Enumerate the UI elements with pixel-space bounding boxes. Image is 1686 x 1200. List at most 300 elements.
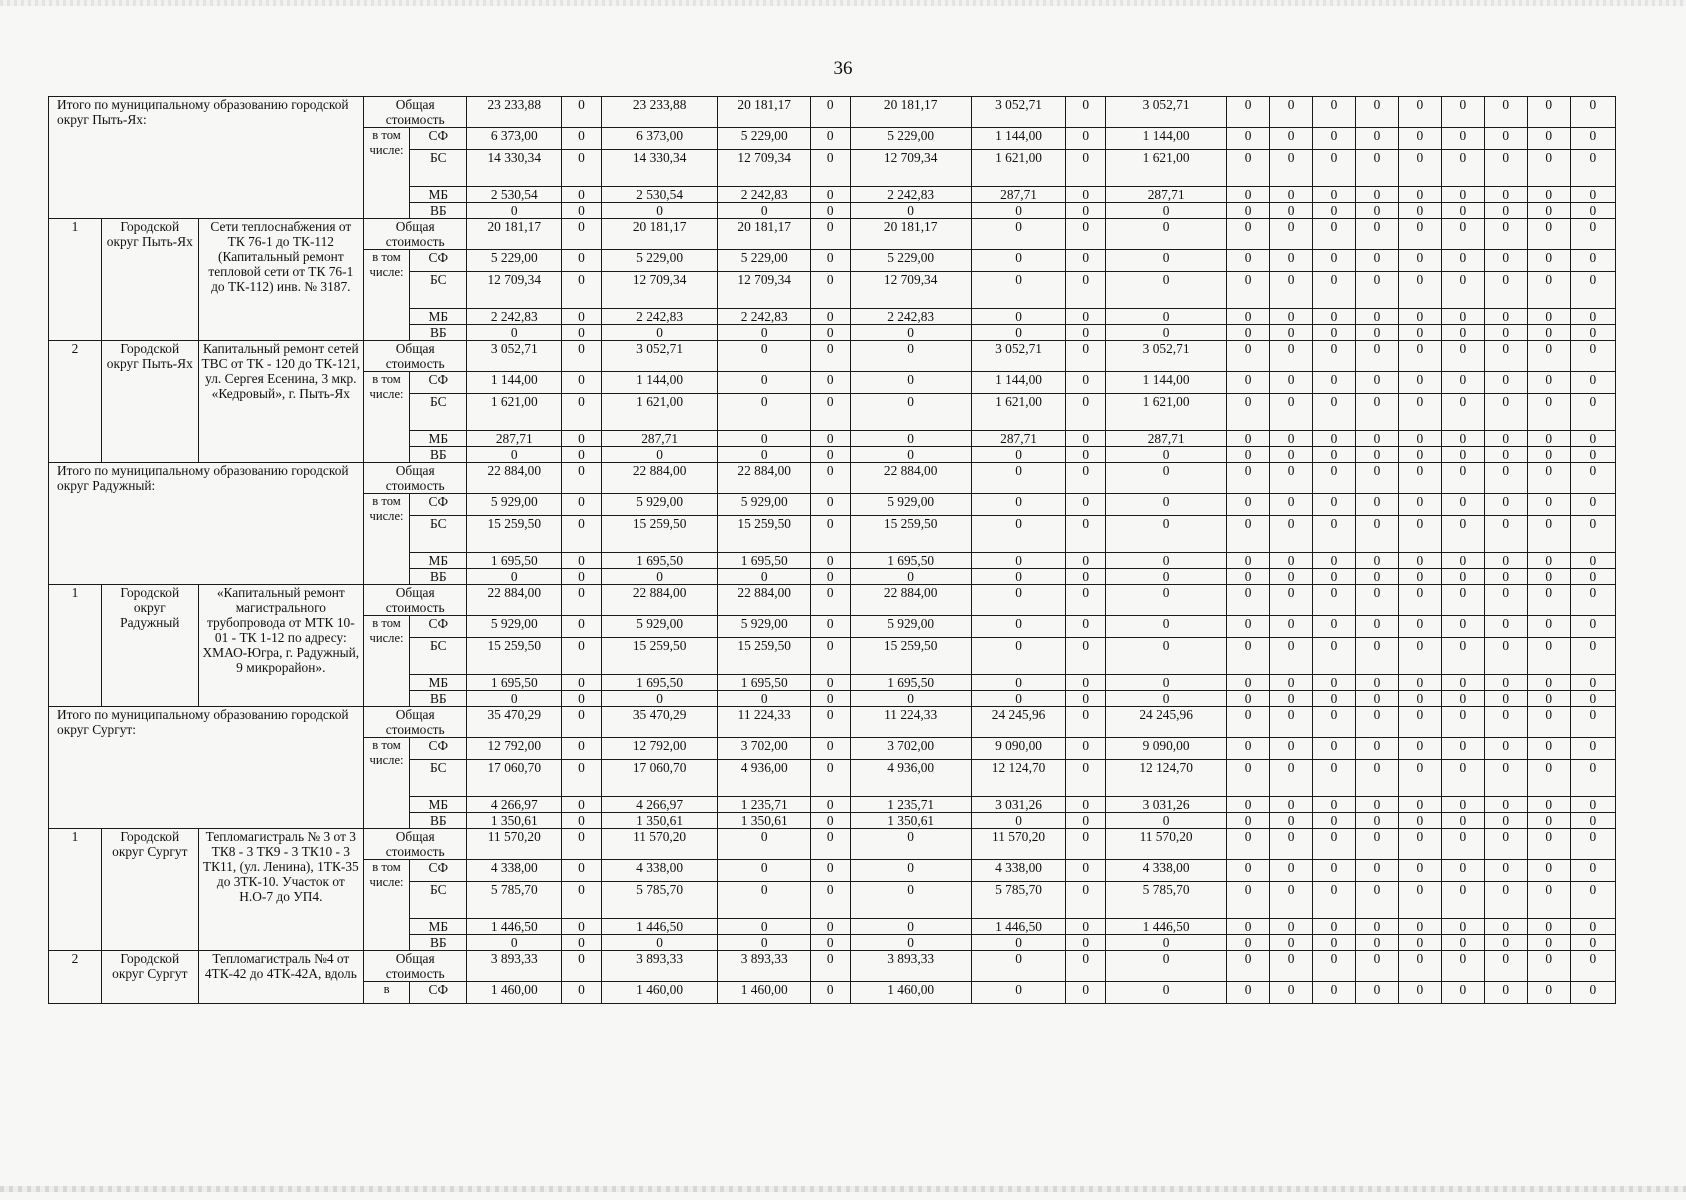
value-cell: 0: [1398, 569, 1441, 585]
value-cell: 0: [1484, 738, 1527, 760]
value-cell: 0: [1227, 272, 1270, 309]
value-cell: 5 229,00: [850, 250, 971, 272]
value-cell: 0: [1441, 203, 1484, 219]
value-cell: 0: [1066, 707, 1106, 738]
value-cell: 0: [1527, 97, 1570, 128]
value-cell: 1 144,00: [1106, 128, 1227, 150]
value-cell: 0: [1313, 569, 1356, 585]
value-cell: 0: [1398, 431, 1441, 447]
value-cell: 0: [562, 951, 602, 982]
value-cell: 287,71: [467, 431, 562, 447]
object-description: Капитальный ремонт сетей ТВС от ТК - 120 до ТК-121, ул. Сергея Есенина, 3 мкр. «Кедровый», г. Пыть-Ях: [198, 341, 363, 463]
value-cell: 17 060,70: [601, 760, 718, 797]
value-cell: 0: [1527, 203, 1570, 219]
value-cell: 0: [1527, 829, 1570, 860]
value-cell: 0: [1484, 919, 1527, 935]
value-cell: 3 893,33: [467, 951, 562, 982]
value-cell: 0: [1313, 447, 1356, 463]
value-cell: 1 460,00: [850, 982, 971, 1004]
value-cell: 1 446,50: [467, 919, 562, 935]
value-cell: 0: [1355, 585, 1398, 616]
value-cell: 0: [1398, 982, 1441, 1004]
value-cell: 0: [1313, 272, 1356, 309]
value-cell: 0: [1270, 372, 1313, 394]
value-cell: 0: [1066, 860, 1106, 882]
value-cell: 0: [1570, 250, 1615, 272]
value-cell: 0: [1570, 760, 1615, 797]
group-total-label: Итого по муниципальному образованию городской округ Сургут:: [49, 707, 364, 829]
value-cell: 0: [1398, 447, 1441, 463]
table-row: [49, 463, 1616, 494]
value-cell: 0: [1355, 128, 1398, 150]
value-cell: 0: [1441, 860, 1484, 882]
value-cell: 0: [562, 516, 602, 553]
group-total-label: Итого по муниципальному образованию городской округ Пыть-Ях:: [49, 97, 364, 219]
value-cell: 0: [1441, 760, 1484, 797]
row-label-total-cost: Общая стоимость: [363, 585, 467, 616]
value-cell: 0: [1355, 553, 1398, 569]
value-cell: 1 235,71: [850, 797, 971, 813]
row-label-total-cost: Общая стоимость: [363, 463, 467, 494]
value-cell: 0: [1398, 516, 1441, 553]
value-cell: 0: [1313, 919, 1356, 935]
value-cell: 0: [1313, 675, 1356, 691]
value-cell: 0: [562, 882, 602, 919]
table-body: [49, 97, 1616, 1004]
value-cell: 1 695,50: [467, 553, 562, 569]
value-cell: 0: [1066, 219, 1106, 250]
value-cell: 0: [1570, 553, 1615, 569]
value-cell: 12 792,00: [601, 738, 718, 760]
value-cell: 0: [1527, 309, 1570, 325]
value-cell: 0: [1355, 813, 1398, 829]
value-cell: 0: [1227, 309, 1270, 325]
value-cell: 0: [1527, 272, 1570, 309]
value-cell: 0: [1227, 431, 1270, 447]
value-cell: 0: [718, 829, 810, 860]
value-cell: 0: [1355, 494, 1398, 516]
value-cell: 0: [1355, 341, 1398, 372]
value-cell: 1 350,61: [718, 813, 810, 829]
value-cell: 0: [1398, 638, 1441, 675]
value-cell: 0: [1313, 638, 1356, 675]
value-cell: 0: [971, 325, 1066, 341]
value-cell: 0: [1227, 829, 1270, 860]
value-cell: 0: [1570, 325, 1615, 341]
value-cell: 0: [1527, 675, 1570, 691]
value-cell: 0: [1398, 372, 1441, 394]
value-cell: 0: [1484, 431, 1527, 447]
value-cell: 1 695,50: [601, 675, 718, 691]
value-cell: 0: [1484, 516, 1527, 553]
value-cell: 0: [850, 860, 971, 882]
value-cell: 0: [1398, 882, 1441, 919]
value-cell: 0: [1066, 494, 1106, 516]
value-cell: 12 124,70: [971, 760, 1066, 797]
value-cell: 0: [1441, 516, 1484, 553]
value-cell: 0: [1570, 813, 1615, 829]
value-cell: 0: [810, 372, 850, 394]
value-cell: 0: [1570, 394, 1615, 431]
value-cell: 2 242,83: [718, 187, 810, 203]
row-label-including: в том числе:: [363, 494, 409, 585]
value-cell: 0: [1066, 797, 1106, 813]
value-cell: 0: [810, 813, 850, 829]
value-cell: 5 929,00: [718, 616, 810, 638]
value-cell: 0: [1106, 272, 1227, 309]
value-cell: 0: [1270, 341, 1313, 372]
value-cell: 0: [718, 860, 810, 882]
value-cell: 0: [1527, 860, 1570, 882]
value-cell: 0: [1270, 250, 1313, 272]
value-cell: 0: [1270, 325, 1313, 341]
value-cell: 1 350,61: [601, 813, 718, 829]
value-cell: 0: [562, 797, 602, 813]
value-cell: 0: [601, 569, 718, 585]
value-cell: 0: [1527, 516, 1570, 553]
value-cell: 0: [1313, 829, 1356, 860]
value-cell: 0: [1227, 128, 1270, 150]
value-cell: 0: [562, 638, 602, 675]
value-cell: 0: [1527, 219, 1570, 250]
row-label-including: в том числе:: [363, 860, 409, 951]
value-cell: 0: [1227, 494, 1270, 516]
value-cell: 0: [810, 738, 850, 760]
value-cell: 0: [1484, 494, 1527, 516]
value-cell: 0: [1270, 585, 1313, 616]
value-cell: 0: [1398, 935, 1441, 951]
value-cell: 2 242,83: [718, 309, 810, 325]
table-row: [49, 707, 1616, 738]
value-cell: 0: [1570, 128, 1615, 150]
value-cell: 0: [1355, 394, 1398, 431]
value-cell: 11 224,33: [850, 707, 971, 738]
value-cell: 5 785,70: [1106, 882, 1227, 919]
value-cell: 0: [1227, 150, 1270, 187]
value-cell: 0: [1441, 691, 1484, 707]
value-cell: 0: [1270, 951, 1313, 982]
object-description: Сети теплоснабжения от ТК 76-1 до ТК-112 (Капитальный ремонт тепловой сети от ТК 76-1 до ТК-112) инв. № 3187.: [198, 219, 363, 341]
value-cell: 0: [1570, 860, 1615, 882]
value-cell: 0: [971, 569, 1066, 585]
value-cell: 0: [562, 97, 602, 128]
value-cell: 0: [1066, 553, 1106, 569]
row-label-including: в том числе:: [363, 250, 409, 341]
value-cell: 0: [1570, 638, 1615, 675]
value-cell: 287,71: [601, 431, 718, 447]
value-cell: 0: [1066, 675, 1106, 691]
value-cell: 0: [810, 675, 850, 691]
value-cell: 0: [1570, 431, 1615, 447]
value-cell: 0: [1355, 309, 1398, 325]
value-cell: 0: [1066, 309, 1106, 325]
value-cell: 20 181,17: [850, 97, 971, 128]
value-cell: 0: [1227, 951, 1270, 982]
value-cell: 0: [810, 882, 850, 919]
value-cell: 0: [971, 935, 1066, 951]
value-cell: 2 242,83: [850, 309, 971, 325]
value-cell: 0: [1227, 372, 1270, 394]
value-cell: 22 884,00: [718, 585, 810, 616]
table-row: [49, 341, 1616, 372]
value-cell: 0: [1441, 325, 1484, 341]
value-cell: 0: [1570, 97, 1615, 128]
value-cell: 0: [1066, 372, 1106, 394]
value-cell: 1 350,61: [467, 813, 562, 829]
value-cell: 1 695,50: [718, 675, 810, 691]
municipality-name: Городской округ Пыть-Ях: [101, 219, 198, 341]
value-cell: 0: [1484, 707, 1527, 738]
value-cell: 0: [1484, 203, 1527, 219]
value-cell: 0: [971, 553, 1066, 569]
value-cell: 0: [1355, 325, 1398, 341]
item-number: 2: [49, 341, 102, 463]
value-cell: 0: [1527, 128, 1570, 150]
value-cell: 0: [1441, 829, 1484, 860]
value-cell: 0: [1527, 982, 1570, 1004]
value-cell: 0: [971, 272, 1066, 309]
value-cell: 0: [1527, 394, 1570, 431]
value-cell: 0: [1441, 813, 1484, 829]
value-cell: 0: [467, 325, 562, 341]
value-cell: 0: [1270, 569, 1313, 585]
row-label-mb: МБ: [410, 675, 467, 691]
value-cell: 0: [1355, 250, 1398, 272]
value-cell: 0: [467, 691, 562, 707]
value-cell: 0: [1355, 675, 1398, 691]
value-cell: 0: [850, 447, 971, 463]
value-cell: 0: [1355, 372, 1398, 394]
value-cell: 0: [1270, 431, 1313, 447]
value-cell: 0: [1355, 187, 1398, 203]
value-cell: 20 181,17: [718, 219, 810, 250]
value-cell: 0: [1527, 150, 1570, 187]
value-cell: 0: [1570, 882, 1615, 919]
value-cell: 0: [810, 638, 850, 675]
value-cell: 0: [1313, 494, 1356, 516]
value-cell: 0: [1106, 219, 1227, 250]
value-cell: 0: [1527, 372, 1570, 394]
value-cell: 3 052,71: [601, 341, 718, 372]
value-cell: 0: [1527, 813, 1570, 829]
value-cell: 5 929,00: [601, 616, 718, 638]
value-cell: 0: [1398, 219, 1441, 250]
value-cell: 0: [1441, 553, 1484, 569]
value-cell: 0: [562, 463, 602, 494]
value-cell: 0: [562, 553, 602, 569]
value-cell: 0: [1527, 431, 1570, 447]
value-cell: 0: [718, 341, 810, 372]
value-cell: 0: [810, 447, 850, 463]
value-cell: 0: [1066, 150, 1106, 187]
value-cell: 0: [1313, 309, 1356, 325]
value-cell: 0: [1398, 341, 1441, 372]
value-cell: 0: [1441, 463, 1484, 494]
value-cell: 0: [1570, 797, 1615, 813]
value-cell: 0: [1398, 797, 1441, 813]
value-cell: 0: [1227, 203, 1270, 219]
value-cell: 15 259,50: [467, 638, 562, 675]
value-cell: 0: [1484, 553, 1527, 569]
value-cell: 0: [1313, 585, 1356, 616]
value-cell: 15 259,50: [718, 516, 810, 553]
value-cell: 0: [1484, 585, 1527, 616]
value-cell: 0: [562, 325, 602, 341]
value-cell: 0: [1313, 797, 1356, 813]
value-cell: 20 181,17: [718, 97, 810, 128]
value-cell: 0: [1270, 463, 1313, 494]
value-cell: 0: [850, 341, 971, 372]
value-cell: 0: [1441, 675, 1484, 691]
value-cell: 0: [1570, 494, 1615, 516]
value-cell: 2 242,83: [467, 309, 562, 325]
value-cell: 23 233,88: [467, 97, 562, 128]
value-cell: 0: [1227, 738, 1270, 760]
value-cell: 0: [562, 494, 602, 516]
row-label-vb: ВБ: [410, 447, 467, 463]
value-cell: 0: [562, 919, 602, 935]
row-label-vb: ВБ: [410, 813, 467, 829]
value-cell: 0: [810, 341, 850, 372]
value-cell: 0: [1106, 325, 1227, 341]
value-cell: 0: [1398, 394, 1441, 431]
value-cell: 0: [1066, 738, 1106, 760]
value-cell: 0: [562, 394, 602, 431]
value-cell: 0: [1355, 203, 1398, 219]
value-cell: 1 446,50: [971, 919, 1066, 935]
value-cell: 0: [1106, 494, 1227, 516]
value-cell: 0: [1270, 882, 1313, 919]
value-cell: 5 229,00: [601, 250, 718, 272]
value-cell: 0: [1066, 463, 1106, 494]
value-cell: 3 052,71: [467, 341, 562, 372]
item-number: 1: [49, 219, 102, 341]
value-cell: 0: [1441, 738, 1484, 760]
value-cell: 0: [1066, 935, 1106, 951]
value-cell: 0: [1270, 829, 1313, 860]
value-cell: 12 709,34: [718, 150, 810, 187]
value-cell: 0: [1270, 150, 1313, 187]
value-cell: 20 181,17: [850, 219, 971, 250]
value-cell: 0: [810, 516, 850, 553]
value-cell: 0: [1270, 691, 1313, 707]
value-cell: 5 929,00: [467, 494, 562, 516]
value-cell: 0: [971, 447, 1066, 463]
value-cell: 0: [1441, 638, 1484, 675]
value-cell: 1 621,00: [601, 394, 718, 431]
value-cell: 0: [1066, 951, 1106, 982]
value-cell: 0: [1570, 219, 1615, 250]
value-cell: 0: [1527, 494, 1570, 516]
value-cell: 11 570,20: [467, 829, 562, 860]
value-cell: 287,71: [1106, 431, 1227, 447]
value-cell: 0: [810, 951, 850, 982]
value-cell: 0: [1570, 309, 1615, 325]
value-cell: 0: [1227, 760, 1270, 797]
row-label-vb: ВБ: [410, 691, 467, 707]
value-cell: 11 570,20: [601, 829, 718, 860]
value-cell: 0: [1570, 341, 1615, 372]
value-cell: 0: [1441, 935, 1484, 951]
value-cell: 0: [1227, 691, 1270, 707]
value-cell: 0: [1441, 882, 1484, 919]
row-label-total-cost: Общая стоимость: [363, 951, 467, 982]
value-cell: 0: [718, 919, 810, 935]
value-cell: 0: [1227, 553, 1270, 569]
row-label-total-cost: Общая стоимость: [363, 707, 467, 738]
value-cell: 0: [1227, 516, 1270, 553]
value-cell: 0: [1313, 187, 1356, 203]
value-cell: 0: [1066, 691, 1106, 707]
value-cell: 0: [971, 982, 1066, 1004]
value-cell: 0: [1270, 272, 1313, 309]
value-cell: 0: [1527, 463, 1570, 494]
value-cell: 0: [1106, 250, 1227, 272]
value-cell: 0: [810, 309, 850, 325]
value-cell: 0: [562, 128, 602, 150]
value-cell: 0: [1527, 951, 1570, 982]
value-cell: 0: [562, 309, 602, 325]
value-cell: 0: [1441, 150, 1484, 187]
value-cell: 0: [1398, 309, 1441, 325]
value-cell: 0: [1527, 187, 1570, 203]
value-cell: 1 144,00: [971, 128, 1066, 150]
value-cell: 0: [1313, 203, 1356, 219]
value-cell: 0: [562, 935, 602, 951]
value-cell: 22 884,00: [601, 463, 718, 494]
value-cell: 0: [562, 707, 602, 738]
value-cell: 0: [1527, 797, 1570, 813]
value-cell: 0: [1066, 187, 1106, 203]
value-cell: 0: [1106, 309, 1227, 325]
value-cell: 0: [810, 829, 850, 860]
value-cell: 0: [1227, 463, 1270, 494]
value-cell: 0: [1484, 150, 1527, 187]
value-cell: 0: [1270, 516, 1313, 553]
value-cell: 17 060,70: [467, 760, 562, 797]
value-cell: 0: [1227, 187, 1270, 203]
value-cell: 0: [562, 187, 602, 203]
value-cell: 0: [850, 203, 971, 219]
value-cell: 0: [1313, 738, 1356, 760]
value-cell: 22 884,00: [718, 463, 810, 494]
value-cell: 0: [601, 447, 718, 463]
value-cell: 0: [810, 272, 850, 309]
value-cell: 0: [562, 272, 602, 309]
value-cell: 0: [1227, 813, 1270, 829]
value-cell: 22 884,00: [601, 585, 718, 616]
value-cell: 1 144,00: [1106, 372, 1227, 394]
value-cell: 0: [1066, 250, 1106, 272]
value-cell: 15 259,50: [467, 516, 562, 553]
value-cell: 0: [1313, 341, 1356, 372]
value-cell: 0: [810, 797, 850, 813]
value-cell: 0: [467, 935, 562, 951]
value-cell: 0: [810, 325, 850, 341]
value-cell: 287,71: [971, 431, 1066, 447]
row-label-sf: СФ: [410, 372, 467, 394]
value-cell: 0: [1066, 982, 1106, 1004]
value-cell: 0: [1527, 638, 1570, 675]
value-cell: 15 259,50: [850, 638, 971, 675]
value-cell: 0: [1441, 309, 1484, 325]
value-cell: 0: [562, 341, 602, 372]
value-cell: 0: [1527, 447, 1570, 463]
value-cell: 0: [1355, 935, 1398, 951]
value-cell: 0: [1570, 951, 1615, 982]
scan-edge-bottom: [0, 1186, 1686, 1192]
value-cell: 0: [971, 813, 1066, 829]
